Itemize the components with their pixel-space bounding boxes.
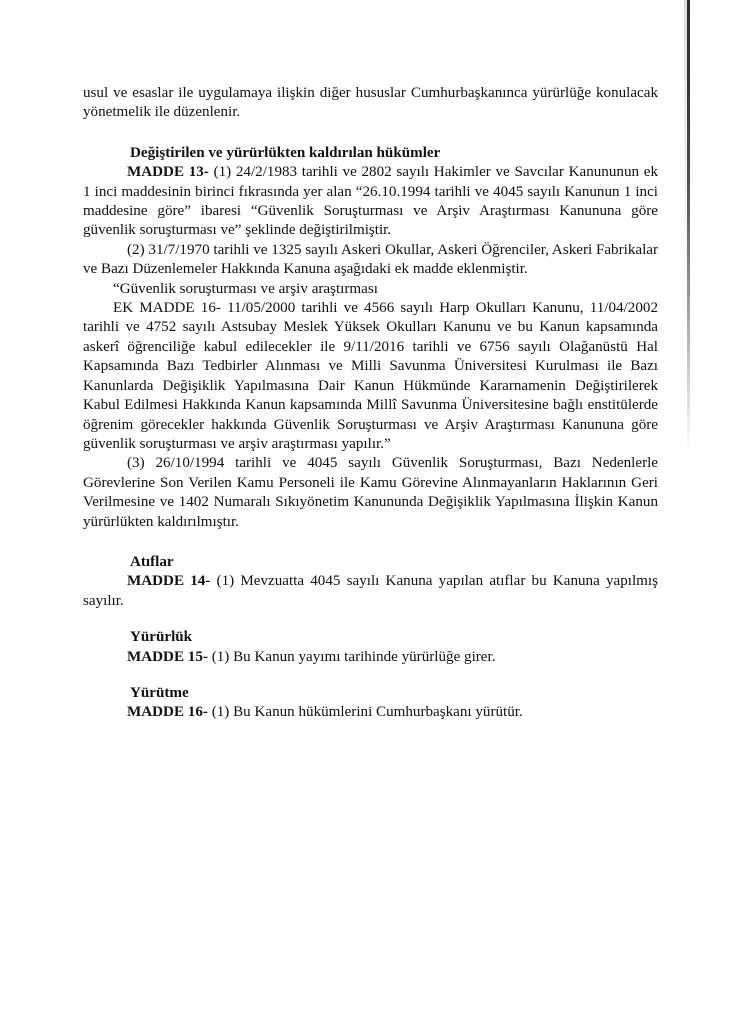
spacer xyxy=(83,532,658,553)
article-label-madde-13: MADDE 13- xyxy=(127,164,209,181)
opening-paragraph: usul ve esaslar ile uygulamaya ilişkin diğer hususlar Cumhurbaşkanınca yürürlüğe konulacak yönetmelik ile düzenlenir. xyxy=(83,85,658,121)
quoted-subheading-guvenlik-sorusturmasi: “Güvenlik soruşturması ve arşiv araştırması xyxy=(113,280,378,297)
paragraph-text: (1) Bu Kanun yayımı tarihinde yürürlüğe girer. xyxy=(211,648,496,665)
scan-edge-shadow xyxy=(684,0,687,300)
paragraph-madde-14-1 xyxy=(83,572,658,611)
document-text-column xyxy=(83,84,658,723)
paragraph-text: (1) Bu Kanun hükümlerini Cumhurbaşkanı yürütür. xyxy=(211,704,523,721)
paragraph-text: (1) 24/2/1983 tarihli ve 2802 sayılı Hakimler ve Savcılar Kanununun ek 1 inci maddesinin birinci fıkrasında yer alan “26.10.1994 tarihli ve 4045 sayılı Kanunun 1 inci maddesine göre” ibaresi “Güvenlik Soruşturması ve Arşiv Araştırması Kanununa göre güvenlik soruşturması ve” şeklinde değiştirilmiştir. xyxy=(83,164,658,239)
section-heading-yururluk: Yürürlük xyxy=(130,629,193,646)
paragraph-ek-madde-16: EK MADDE 16- 11/05/2000 tarihli ve 4566 sayılı Harp Okulları Kanunu, 11/04/2002 tarihli ve 4752 sayılı Astsubay Meslek Yüksek Okulları Kanunu ve bu Kanun kapsamında askerî öğrenciliğe kabul edilecekler ile 9/11/2016 tarihli ve 6756 sayılı Olağanüstü Hal Kapsamında Bazı Tedbirler Alınması ve Milli Savunma Üniversitesi Kurulması ile Bazı Kanunlarda Değişiklik Yapılmasına Dair Kanun Hükmünde Kararnamenin Değiştirilerek Kabul Edilmesi Hakkında Kanun kapsamında Millî Savunma Üniversitesine bağlı enstitülerde öğrenim görecekler hakkında Güvenlik Soruşturması ve Arşiv Araştırması Kanununa göre güvenlik soruşturması ve arşiv araştırması yapılır.” xyxy=(83,300,658,452)
paragraph-text: (1) Mevzuatta 4045 sayılı Kanuna yapılan atıflar bu Kanuna yapılmış sayılır. xyxy=(83,573,658,609)
section-heading-madde-13: Değiştirilen ve yürürlükten kaldırılan hükümler xyxy=(130,144,441,161)
spacer xyxy=(83,611,658,628)
paragraph-madde-13-3: (3) 26/10/1994 tarihli ve 4045 sayılı Güvenlik Soruşturması, Bazı Nedenlerle Görevlerine Son Verilen Kamu Personeli ile Kamu Görevine Alınmayanların Haklarının Geri Verilmesine ve 1402 Numaralı Sıkıyönetim Kanununda Değişiklik Yapılmasına İlişkin Kanun yürürlükten kaldırılmıştır. xyxy=(83,455,658,530)
section-heading-atiflar: Atıflar xyxy=(130,553,174,570)
article-label-madde-14: MADDE 14- xyxy=(127,573,211,590)
section-heading-yurutme: Yürütme xyxy=(130,684,189,701)
article-label-madde-15: MADDE 15- xyxy=(127,648,208,665)
paragraph-madde-15-1 xyxy=(83,648,658,667)
spacer xyxy=(83,667,658,684)
paragraph-madde-16-1 xyxy=(83,703,658,722)
article-label-madde-16: MADDE 16- xyxy=(127,704,208,721)
paragraph-madde-13-2: (2) 31/7/1970 tarihli ve 1325 sayılı Askeri Okullar, Askeri Öğrenciler, Askeri Fabrikalar ve Bazı Düzenlemeler Hakkında Kanuna aşağıdaki ek madde eklenmiştir. xyxy=(83,241,658,278)
spacer xyxy=(83,123,658,144)
paragraph-madde-13-1 xyxy=(83,163,658,241)
scan-edge-artifact xyxy=(687,0,690,452)
